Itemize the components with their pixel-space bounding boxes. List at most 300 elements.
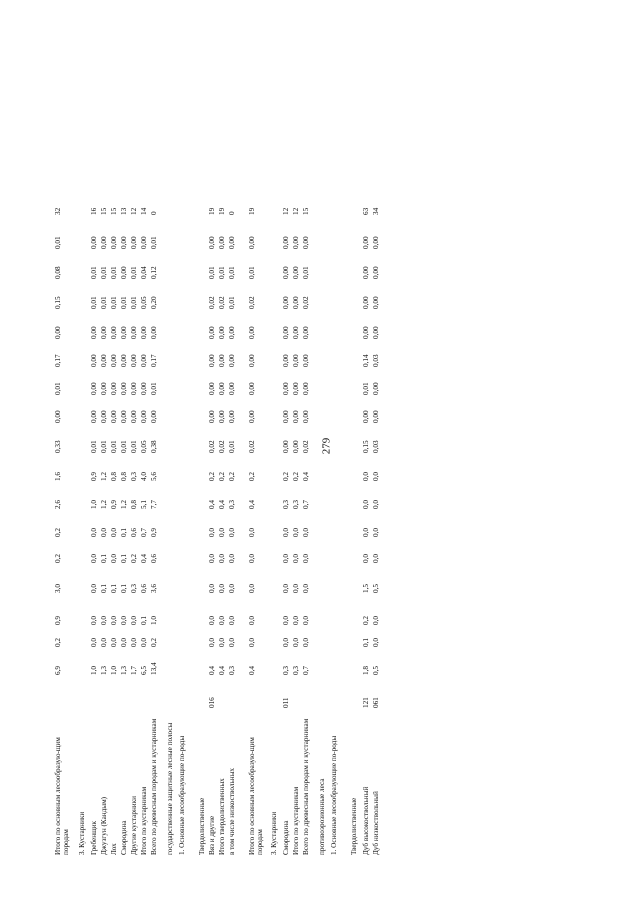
table-cell: 0,00 [218,410,226,423]
table-cell: 0,0 [228,554,236,563]
table-cell: 0,00 [218,236,226,249]
table-cell: 0,01 [54,236,62,249]
table-cell: 0,9 [54,616,62,625]
table-row [198,35,208,855]
table-row [282,35,292,855]
row-label: Твердолиственные [350,797,358,855]
table-cell: 0,00 [228,236,236,249]
table-row [120,35,130,855]
row-label: 1. Основные лесообразующие по-роды [330,735,338,855]
table-cell: 0,0 [282,554,290,563]
table-cell: 0,0 [282,638,290,647]
table-cell: 5,1 [140,500,148,509]
table-cell: 0,01 [110,296,118,309]
table-cell: 0,01 [362,382,370,395]
table-cell: 0,00 [248,410,256,423]
table-cell: 0,00 [282,382,290,395]
table-cell: 0,00 [292,266,300,279]
table-cell: 0,00 [110,410,118,423]
row-label: Итого по кустарникам [140,786,148,855]
table-cell: 0,01 [90,440,98,453]
table-cell: 1,3 [100,666,108,675]
table-cell: 0,00 [218,326,226,339]
table-cell: 1,0 [150,616,158,625]
table-cell: 0,0 [140,638,148,647]
table-cell: 0,0 [208,584,216,593]
table-cell: 0,0 [90,554,98,563]
table-cell: 0,03 [372,440,380,453]
table-cell: 0,3 [292,666,300,675]
table-cell: 0,5 [372,584,380,593]
table-cell: 0,00 [248,382,256,395]
table-cell: 0,00 [302,236,310,249]
table-cell: 0,04 [140,266,148,279]
table-cell: 0,02 [208,296,216,309]
row-label: Итого по кустарникам [292,786,300,855]
table-cell: 0,00 [228,382,236,395]
table-cell: 0,6 [130,528,138,537]
table-row [248,35,264,855]
table-cell: 0,00 [248,236,256,249]
table-cell: 0,00 [140,382,148,395]
table-cell: 63 [362,207,370,215]
table-cell: 0,3 [130,472,138,481]
table-cell: 1,2 [100,472,108,481]
table-cell: 0,0 [362,528,370,537]
table-cell: 0,00 [218,354,226,367]
table-cell: 0,0 [228,528,236,537]
table-cell: 0,0 [208,554,216,563]
table-cell: 0,01 [208,266,216,279]
row-label: противоэрозионные леса [318,778,326,855]
row-label: 3. Кустарники [270,811,278,855]
table-cell: 0,00 [140,354,148,367]
table-cell: 0,00 [90,410,98,423]
table-cell: 0,2 [54,638,62,647]
table-cell: 0,00 [130,410,138,423]
table-row [362,35,372,855]
table-cell: 0,1 [120,554,128,563]
table-row [218,35,228,855]
table-cell: 0,0 [100,616,108,625]
row-code: 016 [208,697,216,708]
table-cell: 0,00 [372,410,380,423]
table-cell: 0,01 [228,296,236,309]
table-cell: 0,00 [54,326,62,339]
table-cell: 0,00 [282,410,290,423]
table-cell: 0,00 [218,382,226,395]
table-cell: 0,0 [292,528,300,537]
table-cell: 0,00 [100,236,108,249]
table-cell: 0,01 [120,296,128,309]
table-cell: 0,01 [100,296,108,309]
table-cell: 13,4 [150,662,158,675]
table-cell: 0,0 [218,584,226,593]
table-cell: 0,2 [130,554,138,563]
table-cell: 5,6 [150,472,158,481]
table-cell: 0,1 [140,616,148,625]
table-row [228,35,238,855]
table-cell: 0,01 [248,266,256,279]
table-cell: 0,0 [362,500,370,509]
table-row [292,35,302,855]
table-cell: 4,0 [140,472,148,481]
table-cell: 0,00 [282,326,290,339]
table-cell: 0,12 [150,266,158,279]
table-cell: 2,6 [54,500,62,509]
table-cell: 0,01 [100,266,108,279]
row-label: Другие кустарники [130,796,138,855]
table-cell: 32 [54,207,62,215]
table-cell: 0,4 [218,500,226,509]
table-cell: 0,17 [150,354,158,367]
row-label: Дуб низкоствольный [372,791,380,855]
table-cell: 0,0 [372,554,380,563]
table-cell: 0,01 [120,440,128,453]
table-row [350,35,360,855]
page-number: 279 [320,437,333,455]
table-cell: 7,7 [150,500,158,509]
table-cell: 0,0 [208,638,216,647]
table-cell: 0,0 [228,584,236,593]
table-cell: 0,20 [150,296,158,309]
table-cell: 0,0 [218,638,226,647]
table-cell: 0,0 [90,638,98,647]
table-cell: 0,4 [248,666,256,675]
row-label: 3. Кустарники [78,811,86,855]
table-cell: 0,01 [90,266,98,279]
table-cell: 0,00 [120,236,128,249]
table-cell: 0,4 [208,666,216,675]
table-cell: 0,01 [54,382,62,395]
row-label: Джузгун (Кандым) [100,796,108,855]
table-cell: 0 [150,211,158,215]
table-cell: 0,0 [228,616,236,625]
table-cell: 0,0 [362,472,370,481]
table-cell: 14 [140,207,148,215]
table-cell: 0,4 [218,666,226,675]
table-cell: 0,2 [228,472,236,481]
table-row [54,35,70,855]
table-cell: 0,00 [208,326,216,339]
row-label: Вяз и другие [208,815,216,855]
table-cell: 0,00 [292,410,300,423]
table-cell: 0,02 [248,296,256,309]
table-cell: 12 [282,207,290,215]
table-cell: 0,0 [372,528,380,537]
table-cell: 0,01 [130,266,138,279]
table-cell: 0,2 [282,472,290,481]
table-cell: 0,01 [90,296,98,309]
table-cell: 0,4 [208,500,216,509]
table-row [302,35,312,855]
table-cell: 0,8 [120,472,128,481]
table-cell: 0,01 [110,266,118,279]
table-cell: 0,00 [372,296,380,309]
row-label: Смородина [282,820,290,855]
table-cell: 0,00 [90,382,98,395]
table-cell: 0,9 [150,528,158,537]
table-cell: 0,5 [372,666,380,675]
table-cell: 0,0 [100,528,108,537]
table-row [178,35,188,855]
table-cell: 0,2 [292,472,300,481]
row-label: Лох [110,843,118,855]
row-label: Гребенщик [90,821,98,855]
table-cell: 0,00 [372,382,380,395]
table-row [140,35,150,855]
table-cell: 0,0 [130,616,138,625]
row-label: государственные защитные лесные полосы [166,722,174,855]
table-cell: 0,0 [110,616,118,625]
table-cell: 0,0 [362,554,370,563]
table-cell: 0,05 [140,440,148,453]
table-row [166,35,176,855]
table-cell: 0,02 [208,440,216,453]
table-cell: 0,00 [282,296,290,309]
table-cell: 0,01 [150,236,158,249]
table-cell: 1,7 [130,666,138,675]
table-cell: 0,00 [228,354,236,367]
table-cell: 12 [130,207,138,215]
table-cell: 0,1 [120,584,128,593]
table-cell: 1,5 [362,584,370,593]
table-cell: 0,00 [110,236,118,249]
table-cell: 0,00 [362,296,370,309]
table-cell: 0,00 [130,382,138,395]
table-cell: 0,1 [100,584,108,593]
table-cell: 0,00 [90,354,98,367]
table-cell: 0,0 [110,554,118,563]
table-cell: 0,00 [292,236,300,249]
table-cell: 0,0 [218,616,226,625]
table-cell: 0,02 [302,440,310,453]
row-label: Смородина [120,820,128,855]
table-cell: 0,0 [218,554,226,563]
table-cell: 0,01 [100,440,108,453]
table-cell: 0,00 [120,326,128,339]
table-cell: 0,4 [248,500,256,509]
table-cell: 0,00 [302,410,310,423]
table-cell: 0,6 [150,554,158,563]
table-cell: 0,4 [302,472,310,481]
table-cell: 0,15 [54,296,62,309]
table-cell: 0,0 [372,472,380,481]
table-cell: 0,0 [302,616,310,625]
table-cell: 0,01 [302,266,310,279]
table-cell: 19 [248,207,256,215]
table-cell: 0,1 [120,528,128,537]
table-cell: 0,00 [208,382,216,395]
table-row [318,35,328,855]
table-cell: 0,00 [110,382,118,395]
table-cell: 0,00 [120,354,128,367]
table-cell: 0,00 [282,236,290,249]
table-cell: 0,00 [362,236,370,249]
table-cell: 0,00 [282,266,290,279]
table-cell: 0,33 [54,440,62,453]
table-cell: 0,05 [140,296,148,309]
table-cell: 15 [100,207,108,215]
table-cell: 0,01 [228,266,236,279]
table-cell: 0,0 [292,554,300,563]
table-cell: 0,00 [110,354,118,367]
table-cell: 0,8 [130,500,138,509]
table-cell: 0,0 [302,584,310,593]
table-cell: 0,0 [90,616,98,625]
table-cell: 0,3 [292,500,300,509]
table-cell: 0,1 [362,638,370,647]
table-row [110,35,120,855]
table-cell: 0,0 [208,528,216,537]
table-cell: 0,01 [150,382,158,395]
row-label: в том числе низкоствольных [228,767,236,855]
table-cell: 0,0 [90,584,98,593]
table-row [90,35,100,855]
table-cell: 0,0 [130,638,138,647]
table-cell: 0,00 [372,266,380,279]
table-row [130,35,140,855]
table-cell: 16 [90,207,98,215]
table-cell: 1,2 [120,500,128,509]
table-cell: 0,03 [372,354,380,367]
row-code: 121 [362,697,370,708]
table-cell: 0,0 [110,638,118,647]
table-cell: 0,0 [372,616,380,625]
table-cell: 0,3 [130,584,138,593]
table-cell: 0,00 [362,326,370,339]
table-cell: 3,0 [54,584,62,593]
table-cell: 19 [208,207,216,215]
table-cell: 0,00 [110,326,118,339]
table-cell: 0,0 [282,528,290,537]
table-cell: 0,00 [302,354,310,367]
table-cell: 0,0 [292,638,300,647]
table-cell: 1,0 [110,666,118,675]
table-cell: 0,00 [292,326,300,339]
table-cell: 0,7 [302,500,310,509]
table-row [330,35,340,855]
table-cell: 0,0 [282,584,290,593]
table-cell: 0,15 [362,440,370,453]
table-row [100,35,110,855]
table-cell: 0 [228,211,236,215]
table-cell: 3,6 [150,584,158,593]
table-cell: 0,0 [302,528,310,537]
rotated-table [50,35,590,855]
table-cell: 0,00 [100,410,108,423]
table-cell: 0,00 [120,382,128,395]
table-cell: 19 [218,207,226,215]
table-cell: 0,00 [100,382,108,395]
table-cell: 0,0 [248,528,256,537]
table-cell: 0,00 [248,326,256,339]
table-cell: 12 [292,207,300,215]
table-cell: 0,0 [110,528,118,537]
table-cell: 0,00 [248,354,256,367]
table-cell: 6,9 [54,666,62,675]
table-cell: 0,00 [100,326,108,339]
table-cell: 0,7 [140,528,148,537]
table-cell: 0,08 [54,266,62,279]
row-label: Итого по основным лесообразую-щим породам [248,737,264,855]
table-cell: 0,00 [302,382,310,395]
table-cell: 0,00 [292,296,300,309]
row-code: 061 [372,697,380,708]
table-cell: 0,00 [208,354,216,367]
table-cell: 0,00 [140,236,148,249]
table-row [150,35,160,855]
table-cell: 0,4 [140,554,148,563]
table-cell: 1,0 [90,666,98,675]
table-cell: 0,0 [248,638,256,647]
table-cell: 0,2 [54,554,62,563]
table-cell: 0,0 [302,554,310,563]
table-cell: 0,00 [228,410,236,423]
table-cell: 0,00 [150,326,158,339]
table-cell: 0,0 [248,554,256,563]
table-cell: 0,3 [228,500,236,509]
table-cell: 0,0 [292,616,300,625]
table-cell: 0,17 [54,354,62,367]
row-label: 1. Основные лесообразующие по-роды [178,735,186,855]
table-cell: 0,00 [228,326,236,339]
table-cell: 0,00 [362,410,370,423]
row-code: 011 [282,697,290,708]
table-cell: 0,00 [100,354,108,367]
table-cell: 0,00 [372,236,380,249]
table-cell: 0,0 [100,638,108,647]
table-cell: 0,00 [90,236,98,249]
table-cell: 0,01 [110,440,118,453]
row-label: Итого твердолиственных [218,778,226,855]
table-cell: 0,00 [140,326,148,339]
table-cell: 0,00 [90,326,98,339]
table-cell: 0,2 [208,472,216,481]
table-cell: 34 [372,207,380,215]
table-cell: 0,3 [282,666,290,675]
table-cell: 0,3 [228,666,236,675]
table-cell: 6,5 [140,666,148,675]
table-cell: 0,9 [90,472,98,481]
table-cell: 0,2 [150,638,158,647]
table-cell: 0,0 [120,638,128,647]
table-cell: 15 [302,207,310,215]
table-cell: 1,3 [120,666,128,675]
table-cell: 0,00 [282,440,290,453]
table-cell: 0,02 [218,440,226,453]
row-label: Дуб высокоствольный [362,786,370,855]
table-cell: 0,0 [282,616,290,625]
table-cell: 0,2 [362,616,370,625]
table-cell: 1,6 [54,472,62,481]
table-cell: 0,00 [150,410,158,423]
table-cell: 13 [120,207,128,215]
table-cell: 0,2 [248,472,256,481]
table-cell: 0,00 [292,382,300,395]
table-cell: 0,8 [110,472,118,481]
table-row [208,35,218,855]
table-cell: 1,0 [90,500,98,509]
table-cell: 0,00 [302,326,310,339]
table-cell: 0,2 [54,528,62,537]
table-cell: 0,00 [140,410,148,423]
row-label: Твердолиственные [198,797,206,855]
table-cell: 0,02 [248,440,256,453]
row-label: Всего по древесным породам и кустарникам [150,718,158,855]
table-cell: 0,0 [372,500,380,509]
table-cell: 0,02 [302,296,310,309]
